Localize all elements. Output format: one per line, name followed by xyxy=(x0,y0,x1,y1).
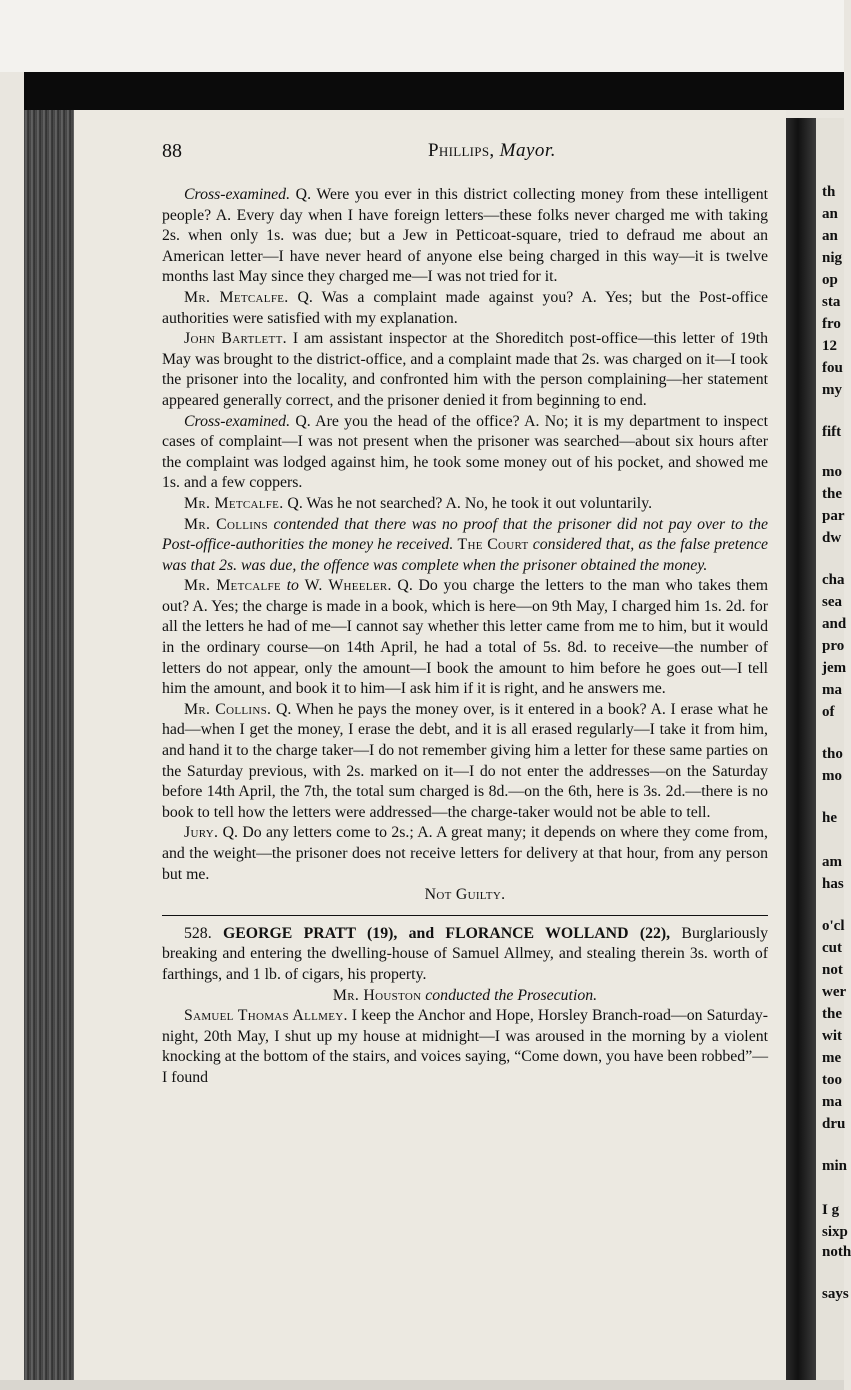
facing-page-text: sta xyxy=(822,294,841,310)
scan-top-margin xyxy=(0,0,844,72)
verdict: Not Guilty. xyxy=(424,886,506,904)
facing-page-text: par xyxy=(822,508,845,524)
facing-page-text: the xyxy=(822,486,842,502)
facing-page-text: tho xyxy=(822,746,843,762)
book-gutter xyxy=(786,118,816,1380)
facing-page-text: of xyxy=(822,704,835,720)
facing-page-text: fro xyxy=(822,316,841,332)
paragraph: Mr. Metcalfe to W. Wheeler. Q. Do you charge the letters to the man who takes them out? A. Yes; the charge is made in a book, which is here—on 9th May, I charged him 1s. 2d. for all the letters he had of me—I cannot say whether this letter came from me to him, but it would in the ordinary course—on 14th April, he had a total of 5s. 8d. to receive—the number of letters do not appear, only the amount—I book the amount to him before he goes out—I tell him the amount, and book it to him—I ask him if it is right, and he answers me. xyxy=(162,577,769,698)
facing-page-text: min xyxy=(822,1158,848,1174)
paragraph: John Bartlett. I am assistant inspector at the Shoreditch post-office—this letter of 19th May was brought to the district-office, and a complaint made that 2s. was charged on it—I took the prisoner into the locality, and confronted him with the person complaining—her statement appeared generally correct, and the prisoner denied it from beginning to end. xyxy=(162,330,768,409)
case-heading: 528. GEORGE PRATT (19), and FLORANCE WOLLAND (22), Burglariously breaking and entering the dwelling-house of Samuel Allmey, and stealing therein 3s. worth of farthings, and 1 lb. of cigars, his property. xyxy=(162,924,769,983)
facing-page-text: not xyxy=(822,962,843,978)
facing-page-text: jem xyxy=(822,660,847,676)
facing-page-text: an xyxy=(822,228,838,244)
facing-page-text: ma xyxy=(822,1094,842,1110)
facing-page-text: the xyxy=(822,1006,842,1022)
page-number: 88 xyxy=(162,140,182,162)
paragraph: Jury. Q. Do any letters come to 2s.; A. A great many; it depends on where they come from, and the weight—the prisoner does not receive letters for delivery at that hour, from any person but me. xyxy=(162,824,768,883)
facing-page-text: sixp xyxy=(822,1224,848,1240)
facing-page-text: o'cl xyxy=(822,918,845,934)
facing-page-text: says xyxy=(822,1286,849,1302)
facing-page-text: am xyxy=(822,854,842,870)
paragraph: Mr. Collins. Q. When he pays the money over, is it entered in a book? A. I erase what he had—when I get the money, I erase the debt, and it is all erased regularly—I take it from him, and hand it to the charge taker—I do not remember giving him a letter for these same parties on the Saturday previous, with 2s. marked on it—I do not enter the addresses—on the Saturday before 14th April, the 7th, the total sum charged is 8d.—on the 6th, here is 3s. 2d.—there is no book to tell how the letters were addressed—the charge-taker would not be able to tell. xyxy=(162,700,768,821)
facing-page-text: noth xyxy=(822,1244,851,1260)
facing-page-fragment xyxy=(816,118,851,1380)
facing-page-text: 12 xyxy=(822,338,837,354)
facing-page-text: pro xyxy=(822,638,845,654)
paragraph: Cross-examined. Q. Were you ever in this district collecting money from these intelligent people? A. Every day when I have foreign letters—these folks never charged me with taking 2s. when only 1s. was due; but a Jew in Petticoat-square, tried to defraud me about an American letter—I have never heard of anyone else being charged in this way—it is twelve months last May since they charged me—I was not tried for it. xyxy=(162,186,768,286)
body-text xyxy=(162,185,768,1089)
facing-page-text: wer xyxy=(822,984,847,1000)
facing-page-text: an xyxy=(822,206,838,222)
facing-page-text: and xyxy=(822,616,847,632)
prosecution-line: Mr. Houston conducted the Prosecution. xyxy=(332,986,598,1004)
facing-page-text: me xyxy=(822,1050,842,1066)
facing-page-text: too xyxy=(822,1072,842,1088)
facing-page-text: has xyxy=(822,876,844,892)
book-page-edges xyxy=(24,110,74,1380)
facing-page-text: op xyxy=(822,272,838,288)
facing-page-text: cut xyxy=(822,940,842,956)
facing-page-text: cha xyxy=(822,572,845,588)
facing-page-text: mo xyxy=(822,464,842,480)
facing-page-text: fift xyxy=(822,424,842,440)
facing-page-text: wit xyxy=(822,1028,842,1044)
page-header xyxy=(162,140,772,170)
facing-page-text: dw xyxy=(822,530,842,546)
paragraph: Cross-examined. Q. Are you the head of the office? A. No; it is my department to inspect cases of complaint—I was not present when the prisoner was searched—about six hours after the complaint was lodged against him, he took some money out of his pocket, and showed me 1s. and a few coppers. xyxy=(162,412,768,492)
scan-black-band xyxy=(24,72,844,110)
facing-page-text: sea xyxy=(822,594,842,610)
facing-page-text: my xyxy=(822,382,842,398)
facing-page-text: ma xyxy=(822,682,842,698)
paragraph: Samuel Thomas Allmey. I keep the Anchor and Hope, Horsley Branch-road—on Saturday-night, 20th May, I shut up my house at midnight—I was aroused in the morning by a violent knocking at the bottom of the stairs, and voices saying, “Come down, you have been robbed”—I found xyxy=(162,1007,768,1086)
facing-page-text: dru xyxy=(822,1116,846,1132)
court-ruling-paragraph: Mr. Collins contended that there was no proof that the prisoner did not pay over to the Post-office-authorities the money he received. The Court considered that, as the false pretence was that 2s. was due, the offence was complete when the prisoner obtained the money. xyxy=(162,515,769,574)
facing-page-text: he xyxy=(822,810,837,826)
facing-page-text: fou xyxy=(822,360,843,376)
facing-page-text: th xyxy=(822,184,836,200)
paragraph: Mr. Metcalfe. Q. Was a complaint made against you? A. Yes; but the Post-office authorities were satisfied with my explanation. xyxy=(162,288,769,327)
facing-page-text: I g xyxy=(822,1202,840,1218)
running-head: Phillips, Mayor. xyxy=(428,140,556,161)
facing-page-text: nig xyxy=(822,250,843,266)
book-page xyxy=(74,110,786,1380)
paragraph: Mr. Metcalfe. Q. Was he not searched? A. No, he took it out voluntarily. xyxy=(184,494,653,512)
section-divider xyxy=(162,915,768,916)
scan-bottom-margin xyxy=(0,1380,844,1390)
facing-page-text: mo xyxy=(822,768,842,784)
